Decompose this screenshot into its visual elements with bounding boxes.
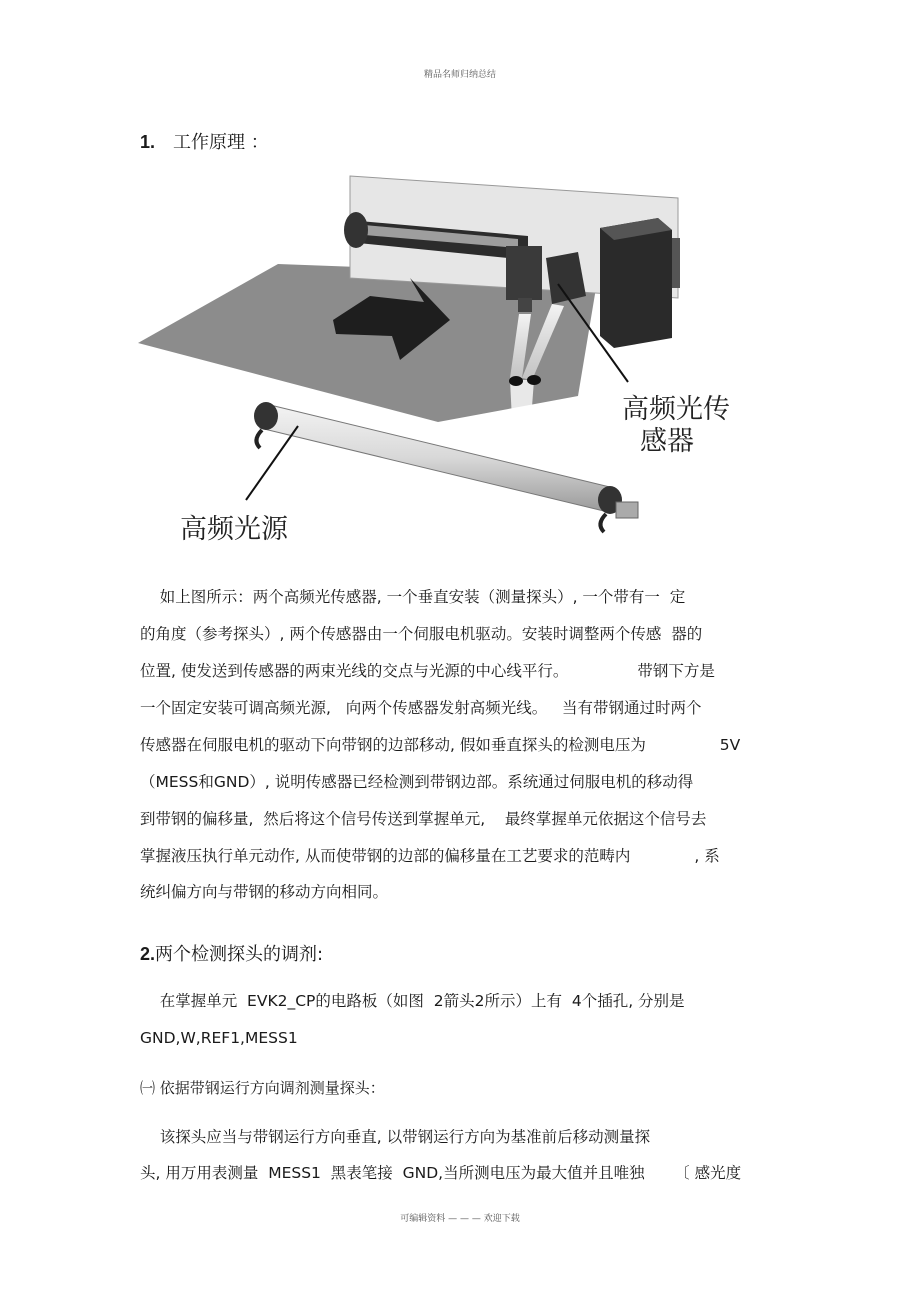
para-line: 统纠偏方向与带钢的移动方向相同。 (140, 883, 389, 901)
beam-lower (510, 380, 534, 460)
para-line: （MESS和GND）, 说明传感器已经检测到带钢边部。系统通过伺服电机的移动得 (140, 773, 694, 791)
vertical-sensor-head (506, 246, 542, 300)
source-label: 高频光源 (180, 514, 288, 545)
tube-clamp-right (600, 514, 606, 532)
source-leader-line (246, 426, 298, 500)
rail-end-cap (344, 212, 368, 248)
control-box (600, 218, 672, 348)
para-line: 到带钢的偏移量, 然后将这个信号传送到掌握单元, 最终掌握单元依据这个信号去 (140, 810, 707, 828)
sensor-illustration (138, 168, 730, 558)
tube-connector (616, 502, 638, 518)
page-header: 精品名师归纳总结 (423, 70, 496, 80)
sensor-label-line2: 感器 (640, 426, 694, 457)
section-2-heading (140, 940, 323, 966)
sensor-label-line1: 高频光传 (622, 394, 730, 425)
section-1-title: 工作原理 ： (173, 132, 269, 153)
para-line: 如上图所示：两个高频光传感器, 一个垂直安装（测量探头）, 一个带有一 定 (140, 588, 686, 606)
para-line: 传感器在伺服电机的驱动下向带钢的边部移动, 假如垂直探头的检测电压为 5V (140, 736, 741, 754)
subheading: ㈠ 依据带钢运行方向调剂测量探头： (140, 1079, 385, 1097)
sub-line: 该探头应当与带钢运行方向垂直, 以带钢运行方向为基准前后移动测量探 (140, 1128, 651, 1146)
intro-line: GND,W,REF1,MESS1 (140, 1029, 298, 1047)
tube-end-left (254, 402, 278, 430)
section-1-heading (140, 128, 269, 154)
section-2-title: 两个检测探头的调剂: (155, 944, 324, 965)
para-line: 掌握液压执行单元动作, 从而使带钢的边部的偏移量在工艺要求的范畴内 , 系 (140, 847, 720, 865)
para-line: 位置, 使发送到传感器的两束光线的交点与光源的中心线平行。 带钢下方是 (140, 662, 715, 680)
section-2-number: 2. (140, 944, 156, 964)
sub-line: 头, 用万用表测量 MESS1 黑表笔接 GND,当所测电压为最大值并且唯独 〔 感光度 (140, 1164, 742, 1182)
section-1-number: 1. (140, 132, 156, 152)
para-line: 的角度（参考探头）, 两个传感器由一个伺服电机驱动。安装时调整两个传感 器的 (140, 625, 703, 643)
intro-line: 在掌握单元 EVK2_CP的电路板（如图 2箭头2所示）上有 4个插孔, 分别是 (140, 992, 685, 1010)
sensor-figure (138, 168, 730, 562)
sensor-lens (518, 298, 532, 312)
frame-bracket (672, 238, 680, 288)
beam-spot-2 (527, 375, 541, 385)
para-line: 一个固定安装可调高频光源, 向两个传感器发射高频光线。 当有带钢通过时两个 (140, 699, 702, 717)
beam-spot-1 (509, 376, 523, 386)
tube-clamp-left (256, 430, 262, 448)
page-footer: 可编辑资料 — — — 欢迎下载 (400, 1214, 520, 1224)
